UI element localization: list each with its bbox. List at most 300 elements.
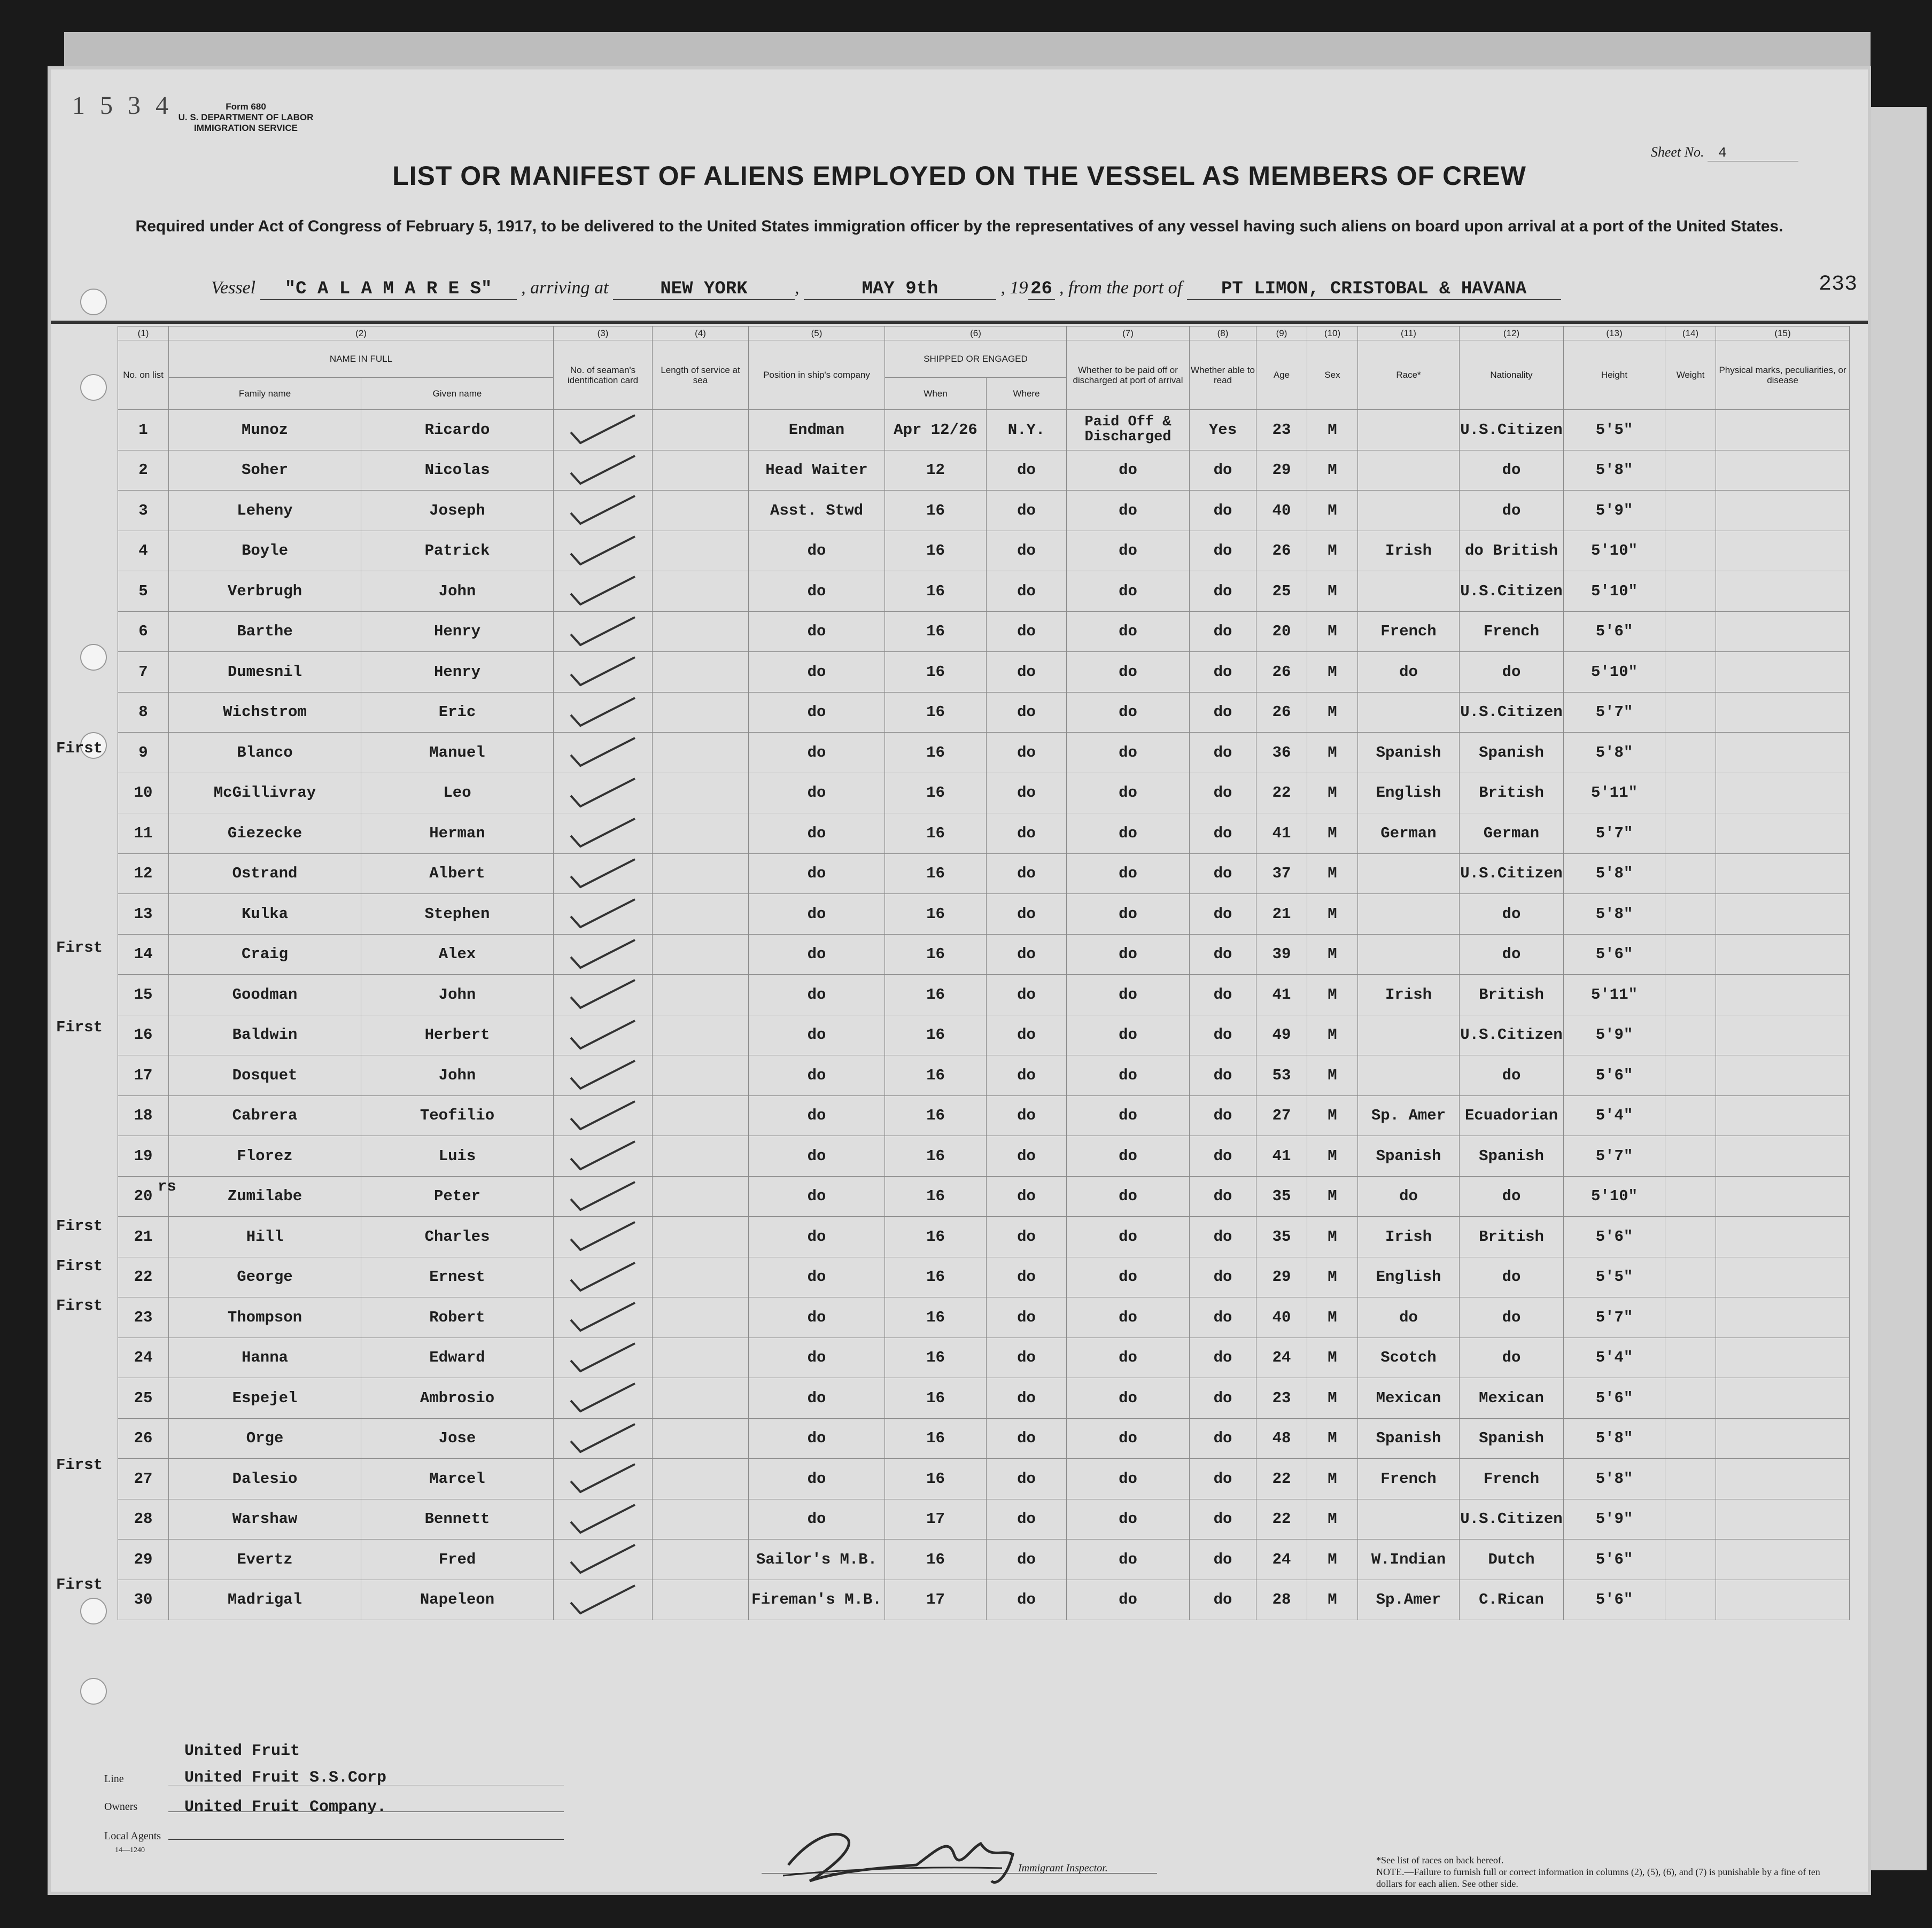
paid-off: do [1067,1540,1190,1580]
table-row [118,975,1850,1015]
able-to-read: do [1190,1378,1256,1419]
page-edge [1863,107,1927,1870]
id-card [554,491,653,531]
able-to-read: do [1190,1095,1256,1136]
id-card [554,531,653,571]
id-card [554,1499,653,1540]
shipped-when: 16 [885,1217,987,1257]
id-card [554,652,653,693]
shipped-when: 16 [885,1338,987,1378]
nationality: do [1460,450,1564,491]
check-mark-icon [560,734,646,771]
weight [1665,1418,1716,1459]
header-rule [51,321,1868,324]
position: do [749,1176,885,1217]
paid-off: do [1067,1378,1190,1419]
header-service: Length of service at sea [653,340,749,410]
physical-marks [1716,773,1850,813]
age: 41 [1256,813,1307,854]
page-number: 233 [1818,273,1857,297]
crew-table [118,326,1850,1620]
height: 5'11" [1564,773,1665,813]
header-id-card: No. of seaman's identification card [554,340,653,410]
form-header [144,102,347,134]
given-name: Bennett [361,1499,554,1540]
physical-marks [1716,450,1850,491]
height: 5'9" [1564,1015,1665,1055]
given-name: Teofilio [361,1095,554,1136]
shipped-where: do [987,1338,1067,1378]
family-name: Orge [169,1418,361,1459]
shipped-where: do [987,894,1067,935]
shipped-where: do [987,531,1067,571]
agents-value: United Fruit Company. [184,1798,387,1816]
line-value: United Fruit [184,1742,300,1760]
id-card [554,1418,653,1459]
id-card [554,1055,653,1096]
shipped-when: 16 [885,611,987,652]
sex: M [1307,1540,1358,1580]
margin-note: First [56,1575,103,1593]
family-name: Wichstrom [169,692,361,733]
table-row [118,1418,1850,1459]
shipped-where: do [987,1136,1067,1177]
weight [1665,1459,1716,1499]
physical-marks [1716,1217,1850,1257]
shipped-when: 16 [885,531,987,571]
able-to-read: do [1190,571,1256,612]
age: 49 [1256,1015,1307,1055]
nationality: German [1460,813,1564,854]
race: Sp. Amer [1358,1095,1460,1136]
paid-off: do [1067,813,1190,854]
weight [1665,773,1716,813]
margin-note: First [56,1217,103,1235]
sex: M [1307,692,1358,733]
col-num-12: (12) [1460,326,1564,340]
row-number: 19 [118,1136,169,1177]
shipped-when: 16 [885,934,987,975]
check-mark-icon [560,855,646,892]
shipped-where: do [987,1217,1067,1257]
table-row [118,1055,1850,1096]
height: 5'6" [1564,611,1665,652]
shipped-when: 16 [885,1418,987,1459]
nationality: do [1460,652,1564,693]
shipped-where: N.Y. [987,410,1067,450]
family-name: Craig [169,934,361,975]
footer-note [1376,1854,1846,1890]
header-where: Where [987,378,1067,410]
form-code: 14—1240 [115,1846,145,1854]
shipped-when: 16 [885,1378,987,1419]
col-num-2: (2) [169,326,554,340]
family-name: Munoz [169,410,361,450]
race: English [1358,1257,1460,1297]
height: 5'9" [1564,1499,1665,1540]
paid-off: do [1067,1055,1190,1096]
punch-hole [80,1598,107,1624]
nationality: Spanish [1460,1418,1564,1459]
weight [1665,975,1716,1015]
given-name: Leo [361,773,554,813]
race [1358,1499,1460,1540]
family-name: Thompson [169,1297,361,1338]
sex: M [1307,1297,1358,1338]
race: German [1358,813,1460,854]
physical-marks [1716,975,1850,1015]
height: 5'8" [1564,450,1665,491]
punch-hole [80,289,107,315]
race: Scotch [1358,1338,1460,1378]
sex: M [1307,571,1358,612]
row-number: 6 [118,611,169,652]
shipped-when: 16 [885,652,987,693]
weight [1665,692,1716,733]
row-number: 27 [118,1459,169,1499]
service-length [653,652,749,693]
family-name: Verbrugh [169,571,361,612]
check-mark-icon [560,1501,646,1538]
family-name: McGillivray [169,773,361,813]
row-number: 25 [118,1378,169,1419]
note-races: *See list of races on back hereof. [1376,1855,1504,1865]
id-card [554,773,653,813]
shipped-when: 12 [885,450,987,491]
position: do [749,1338,885,1378]
service-length [653,1015,749,1055]
able-to-read: do [1190,450,1256,491]
able-to-read: do [1190,491,1256,531]
row-number: 4 [118,531,169,571]
sex: M [1307,1580,1358,1620]
id-card [554,1257,653,1297]
sex: M [1307,853,1358,894]
shipped-where: do [987,652,1067,693]
col-num-8: (8) [1190,326,1256,340]
header-name-in-full: NAME IN FULL [169,340,554,378]
owners-label: Owners [104,1801,138,1813]
shipped-where: do [987,1015,1067,1055]
age: 53 [1256,1055,1307,1096]
row-number: 23 [118,1297,169,1338]
able-to-read: do [1190,813,1256,854]
paid-off: do [1067,733,1190,773]
family-name: Cabrera [169,1095,361,1136]
age: 22 [1256,1499,1307,1540]
position: do [749,853,885,894]
race: do [1358,1297,1460,1338]
service-length [653,1297,749,1338]
weight [1665,1136,1716,1177]
service-length [653,611,749,652]
weight [1665,853,1716,894]
position: do [749,1217,885,1257]
nationality: British [1460,773,1564,813]
family-name: George [169,1257,361,1297]
arrival-date: MAY 9th [804,279,996,300]
shipped-when: 17 [885,1499,987,1540]
paid-off: do [1067,1499,1190,1540]
shipped-where: do [987,450,1067,491]
physical-marks [1716,611,1850,652]
row-number: 22 [118,1257,169,1297]
given-name: John [361,571,554,612]
given-name: Marcel [361,1459,554,1499]
family-name: Leheny [169,491,361,531]
given-name: Napeleon [361,1580,554,1620]
row-number: 8 [118,692,169,733]
nationality: do [1460,1297,1564,1338]
age: 22 [1256,773,1307,813]
margin-note: rs [158,1177,176,1195]
check-mark-icon [560,1258,646,1296]
age: 26 [1256,652,1307,693]
check-mark-icon [560,411,646,448]
paid-off: do [1067,1217,1190,1257]
physical-marks [1716,1540,1850,1580]
given-name: Henry [361,611,554,652]
position: do [749,934,885,975]
height: 5'9" [1564,491,1665,531]
service-length [653,1338,749,1378]
height: 5'10" [1564,531,1665,571]
physical-marks [1716,1136,1850,1177]
age: 39 [1256,934,1307,975]
family-name: Dalesio [169,1459,361,1499]
height: 5'8" [1564,1459,1665,1499]
race: Mexican [1358,1378,1460,1419]
race: French [1358,611,1460,652]
able-to-read: do [1190,531,1256,571]
table-row [118,1499,1850,1540]
page-title: LIST OR MANIFEST OF ALIENS EMPLOYED ON THE VESSEL AS MEMBERS OF CREW [392,161,1526,191]
height: 5'7" [1564,813,1665,854]
check-mark-icon [560,1178,646,1215]
sex: M [1307,652,1358,693]
position: do [749,1136,885,1177]
age: 29 [1256,1257,1307,1297]
age: 36 [1256,733,1307,773]
shipped-where: do [987,1176,1067,1217]
nationality: U.S.Citizen [1460,692,1564,733]
shipped-where: do [987,813,1067,854]
given-name: Joseph [361,491,554,531]
race: French [1358,1459,1460,1499]
sex: M [1307,611,1358,652]
col-num-15: (15) [1716,326,1850,340]
race: Irish [1358,531,1460,571]
given-name: John [361,1055,554,1096]
weight [1665,813,1716,854]
sex: M [1307,1499,1358,1540]
shipped-where: do [987,1580,1067,1620]
service-length [653,1540,749,1580]
check-mark-icon [560,572,646,610]
age: 25 [1256,571,1307,612]
sex: M [1307,1378,1358,1419]
nationality: do [1460,1338,1564,1378]
weight [1665,531,1716,571]
sheet-value: 4 [1708,145,1798,161]
family-name: Soher [169,450,361,491]
department: U. S. DEPARTMENT OF LABOR [178,112,314,122]
able-to-read: do [1190,1459,1256,1499]
check-mark-icon [560,814,646,852]
paid-off: do [1067,1095,1190,1136]
row-number: 30 [118,1580,169,1620]
position: Endman [749,410,885,450]
sex: M [1307,1257,1358,1297]
manifest-page [51,69,1868,1892]
height: 5'6" [1564,934,1665,975]
service: IMMIGRATION SERVICE [194,123,298,133]
agents-label: Local Agents [104,1830,161,1842]
position: do [749,1257,885,1297]
race [1358,491,1460,531]
paid-off: Paid Off & Discharged [1067,410,1190,450]
physical-marks [1716,1499,1850,1540]
family-name: Florez [169,1136,361,1177]
margin-note: First [56,740,103,757]
weight [1665,733,1716,773]
able-to-read: do [1190,1580,1256,1620]
check-mark-icon [560,1379,646,1417]
height: 5'8" [1564,1418,1665,1459]
able-to-read: do [1190,1217,1256,1257]
paid-off: do [1067,692,1190,733]
position: do [749,652,885,693]
weight [1665,1095,1716,1136]
family-name: Zumilabe [169,1176,361,1217]
height: 5'6" [1564,1580,1665,1620]
physical-marks [1716,531,1850,571]
height: 5'8" [1564,894,1665,935]
id-card [554,692,653,733]
service-length [653,733,749,773]
margin-note: First [56,1297,103,1315]
age: 24 [1256,1338,1307,1378]
shipped-where: do [987,975,1067,1015]
paid-off: do [1067,1580,1190,1620]
table-row [118,1257,1850,1297]
shipped-when: 16 [885,813,987,854]
service-length [653,1378,749,1419]
agents-rule [168,1839,564,1840]
physical-marks [1716,410,1850,450]
archive-stamp: 1 5 3 4 [72,91,173,120]
id-card [554,1217,653,1257]
sex: M [1307,773,1358,813]
age: 23 [1256,1378,1307,1419]
nationality: do [1460,1055,1564,1096]
table-row [118,1176,1850,1217]
header-weight: Weight [1665,340,1716,410]
given-name: Patrick [361,531,554,571]
sheet-label: Sheet No. [1650,144,1704,160]
weight [1665,571,1716,612]
able-to-read: do [1190,733,1256,773]
punch-hole [80,374,107,401]
row-number: 1 [118,410,169,450]
margin-note: First [56,1257,103,1275]
height: 5'7" [1564,692,1665,733]
position: Head Waiter [749,450,885,491]
col-num-14: (14) [1665,326,1716,340]
weight [1665,450,1716,491]
nationality: U.S.Citizen [1460,853,1564,894]
col-num-9: (9) [1256,326,1307,340]
position: do [749,571,885,612]
race [1358,571,1460,612]
able-to-read: Yes [1190,410,1256,450]
weight [1665,1176,1716,1217]
sex: M [1307,1055,1358,1096]
age: 35 [1256,1176,1307,1217]
table-row [118,1217,1850,1257]
table-row [118,733,1850,773]
check-mark-icon [560,1016,646,1054]
table-row [118,934,1850,975]
row-number: 15 [118,975,169,1015]
race [1358,934,1460,975]
race: English [1358,773,1460,813]
id-card [554,1015,653,1055]
height: 5'5" [1564,1257,1665,1297]
paid-off: do [1067,531,1190,571]
service-length [653,1459,749,1499]
nationality: C.Rican [1460,1580,1564,1620]
col-num-4: (4) [653,326,749,340]
height: 5'4" [1564,1338,1665,1378]
check-mark-icon [560,613,646,650]
age: 28 [1256,1580,1307,1620]
weight [1665,1378,1716,1419]
able-to-read: do [1190,975,1256,1015]
position: do [749,733,885,773]
given-name: Nicolas [361,450,554,491]
given-name: Edward [361,1338,554,1378]
family-name: Giezecke [169,813,361,854]
weight [1665,1499,1716,1540]
header-no-on-list: No. on list [118,340,169,410]
table-row [118,450,1850,491]
weight [1665,1055,1716,1096]
shipped-where: do [987,491,1067,531]
header-height: Height [1564,340,1665,410]
sex: M [1307,531,1358,571]
paid-off: do [1067,894,1190,935]
row-number: 14 [118,934,169,975]
from-port: PT LIMON, CRISTOBAL & HAVANA [1187,279,1561,300]
arriving-label: , arriving at [521,278,609,298]
row-number: 7 [118,652,169,693]
shipped-where: do [987,853,1067,894]
weight [1665,894,1716,935]
physical-marks [1716,853,1850,894]
sex: M [1307,450,1358,491]
table-row [118,410,1850,450]
physical-marks [1716,571,1850,612]
shipped-where: do [987,1297,1067,1338]
paid-off: do [1067,934,1190,975]
paid-off: do [1067,611,1190,652]
given-name: Herman [361,813,554,854]
table-row [118,652,1850,693]
age: 24 [1256,1540,1307,1580]
family-name: Boyle [169,531,361,571]
check-mark-icon [560,532,646,570]
